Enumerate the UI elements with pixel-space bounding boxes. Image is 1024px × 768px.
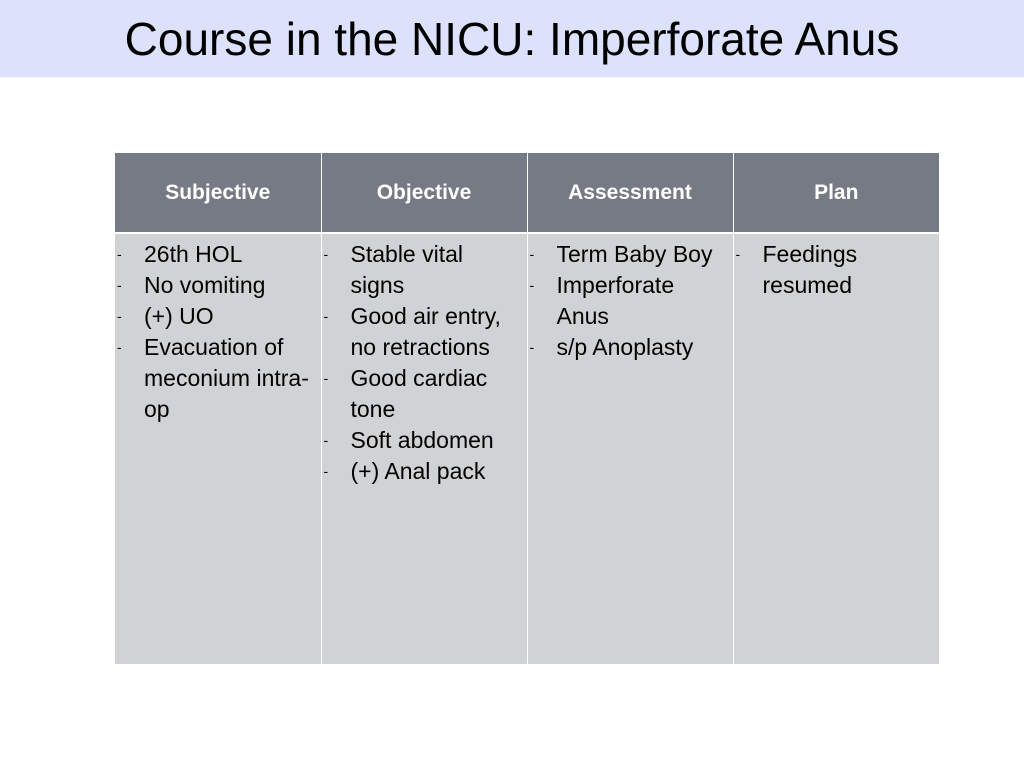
list-item-text: 26th HOL — [144, 241, 243, 267]
bullet-dash: - — [323, 432, 329, 448]
list-item-text: No vomiting — [144, 272, 266, 298]
list-item-text: Good air entry, no retractions — [350, 303, 501, 360]
bullet-dash: - — [117, 277, 122, 293]
list-item-text: (+) UO — [144, 303, 214, 329]
bullet-dash: - — [529, 246, 535, 262]
table-body-row — [115, 233, 939, 664]
objective-cell — [321, 233, 527, 664]
bullet-dash: - — [323, 463, 329, 479]
header-assessment: Assessment — [527, 153, 733, 233]
bullet-dash: - — [323, 246, 329, 262]
list-item — [322, 363, 523, 425]
plan-cell — [733, 233, 939, 664]
list-item — [115, 270, 317, 301]
list-item — [734, 239, 936, 301]
list-item-text: (+) Anal pack — [350, 458, 486, 484]
assessment-list — [528, 239, 729, 363]
bullet-dash: - — [529, 277, 535, 293]
list-item — [528, 270, 729, 332]
soap-table — [115, 153, 939, 664]
title-bar — [0, 0, 1024, 77]
bullet-dash: - — [117, 339, 122, 355]
list-item-text: Evacuation of meconium intra-op — [144, 334, 309, 422]
header-plan: Plan — [733, 153, 939, 233]
list-item-text: Imperforate Anus — [556, 272, 675, 329]
list-item — [322, 239, 523, 301]
list-item-text: Stable vital signs — [350, 241, 464, 298]
plan-list — [734, 239, 936, 301]
bullet-dash: - — [117, 246, 122, 262]
header-objective: Objective — [321, 153, 527, 233]
bullet-dash: - — [529, 339, 535, 355]
list-item-text: Good cardiac tone — [350, 365, 488, 422]
list-item-text: Soft abdomen — [350, 427, 494, 453]
list-item — [528, 239, 729, 270]
bullet-dash: - — [323, 308, 329, 324]
list-item-text: s/p Anoplasty — [556, 334, 694, 360]
subjective-cell — [115, 233, 321, 664]
list-item — [322, 425, 523, 456]
table-header-row — [115, 153, 939, 233]
list-item-text: Feedings resumed — [762, 241, 858, 298]
list-item-text: Term Baby Boy — [556, 241, 713, 267]
bullet-dash: - — [117, 308, 122, 324]
bullet-dash: - — [323, 370, 329, 386]
list-item — [322, 301, 523, 363]
list-item — [322, 456, 523, 487]
list-item — [528, 332, 729, 363]
bullet-dash: - — [735, 246, 741, 262]
assessment-cell — [527, 233, 733, 664]
list-item — [115, 301, 317, 332]
objective-list — [322, 239, 523, 487]
list-item — [115, 332, 317, 425]
slide-title: Course in the NICU: Imperforate Anus — [124, 13, 900, 65]
header-subjective: Subjective — [115, 153, 321, 233]
list-item — [115, 239, 317, 270]
subjective-list — [115, 239, 317, 425]
